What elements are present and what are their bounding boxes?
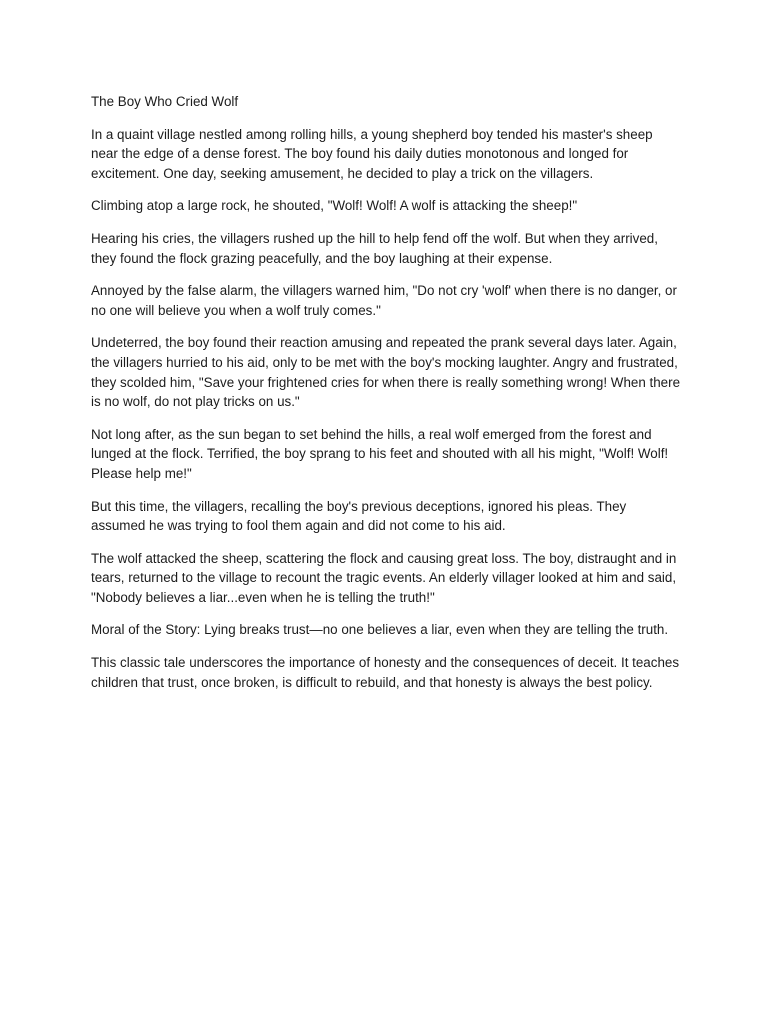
paragraph-8: The wolf attacked the sheep, scattering the flock and causing great loss. The boy, distraught and in tears, returned to the village to recount the tragic events. An elderly villager looked at him and said, "Nobody believes a liar...even when he is telling the truth!" xyxy=(91,550,677,605)
paragraph-2: Climbing atop a large rock, he shouted, "Wolf! Wolf! A wolf is attacking the sheep!" xyxy=(91,198,578,214)
paragraph-7: But this time, the villagers, recalling the boy's previous deceptions, ignored his pleas. They assumed he was trying to fool them again and did not come to his aid. xyxy=(91,498,627,534)
paragraph-6: Not long after, as the sun began to set behind the hills, a real wolf emerged from the forest and lunged at the flock. Terrified, the boy sprang to his feet and shouted with all his might, "Wolf! Wolf! Please help me!" xyxy=(91,426,669,481)
document-title: The Boy Who Cried Wolf xyxy=(91,94,239,109)
paragraph-3: Hearing his cries, the villagers rushed up the hill to help fend off the wolf. But when they arrived, they found the flock grazing peacefully, and the boy laughing at their expense. xyxy=(91,230,658,266)
moral-paragraph: Moral of the Story: Lying breaks trust—no one believes a liar, even when they are telling the truth. xyxy=(91,622,669,638)
document-body xyxy=(91,92,681,705)
paragraph-5: Undeterred, the boy found their reaction amusing and repeated the prank several days later. Again, the villagers hurried to his aid, only to be met with the boy's mocking laughter. Angry and frustrated, they scolded him, "Save your frightened cries for when there is really something wrong! When there is no wolf, do not play tricks on us." xyxy=(91,335,681,410)
paragraph-1: In a quaint village nestled among rolling hills, a young shepherd boy tended his master's sheep near the edge of a dense forest. The boy found his daily duties monotonous and longed for excitement. One day, seeking amusement, he decided to play a trick on the villagers. xyxy=(91,126,653,181)
closing-paragraph: This classic tale underscores the importance of honesty and the consequences of deceit. It teaches children that trust, once broken, is difficult to rebuild, and that honesty is always the best policy. xyxy=(91,655,680,690)
paragraph-4: Annoyed by the false alarm, the villagers warned him, "Do not cry 'wolf' when there is no danger, or no one will believe you when a wolf truly comes." xyxy=(91,283,677,318)
